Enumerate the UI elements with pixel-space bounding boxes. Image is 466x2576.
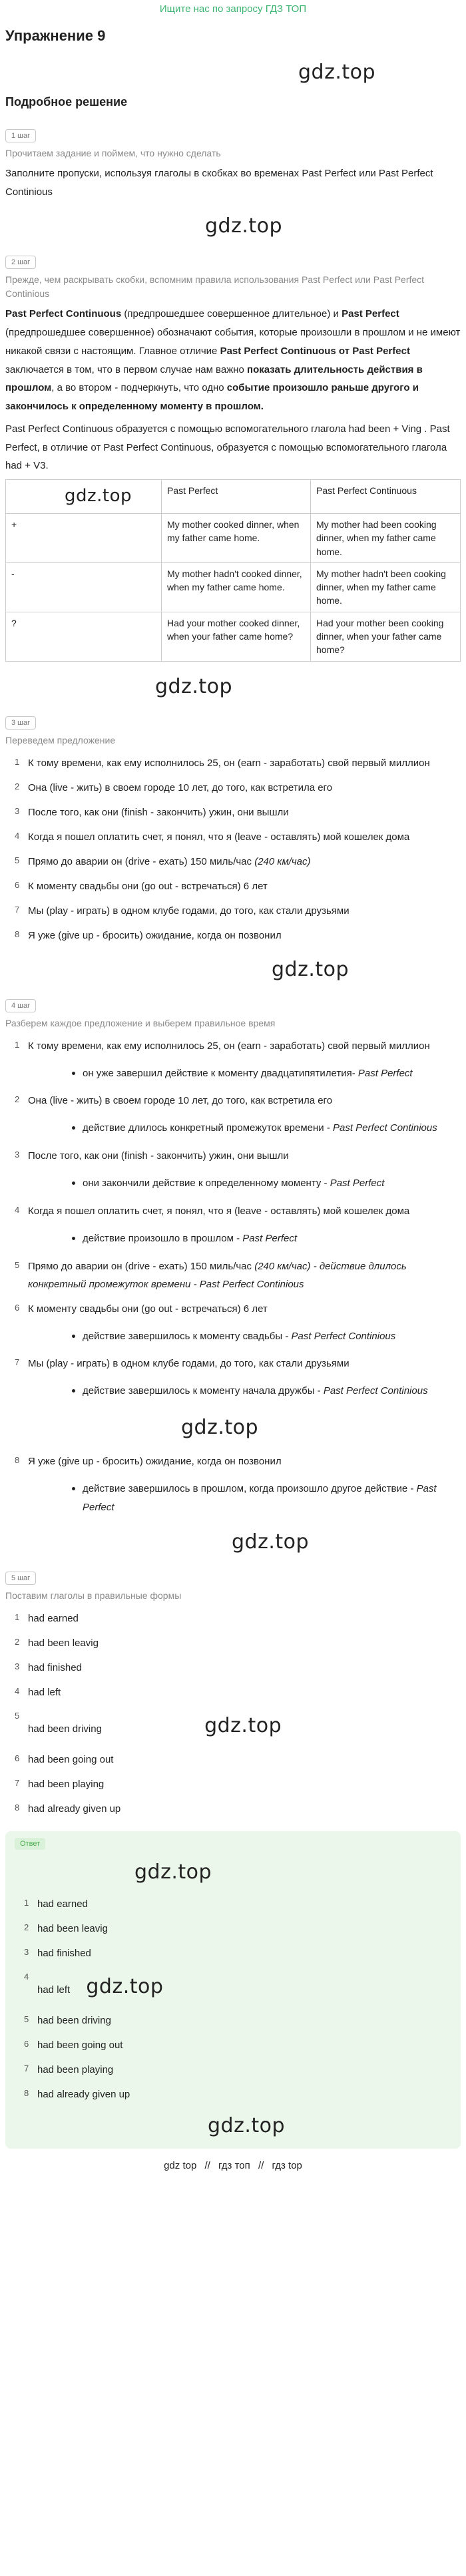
list-item: 7 Мы (play - играть) в одном клубе годами, до того, как стали друзьями xyxy=(15,904,350,917)
watermark: gdz.top xyxy=(298,61,376,85)
table-row xyxy=(6,513,461,562)
translation-list xyxy=(5,754,461,945)
tense-label: Past Perfect Continious xyxy=(320,1385,428,1397)
step-2 xyxy=(5,246,461,661)
list-item-text: Она (live - жить) в своем городе 10 лет, до того, как встретила его xyxy=(28,781,333,793)
list-item-text: После того, как они (finish - закончить) ужин, они вышли xyxy=(28,1150,289,1162)
tense-label: Past Perfect xyxy=(83,1483,437,1513)
rule-paragraph: Past Perfect Continuous образуется с помощью вспомогательного глагола had been + Ving . Past Perfect, в отличие от Past Perfect Continuous, образуется с помощью вспомогательного глагола had + V3. xyxy=(5,423,450,472)
step-3 xyxy=(5,707,461,945)
list-item-text: К тому времени, как ему исполнилось 25, он (earn - заработать) свой первый миллион xyxy=(28,757,430,769)
sub-item-text: действие завершилось в прошлом, когда произошло другое действие - xyxy=(83,1483,414,1495)
watermark: gdz.top xyxy=(232,1530,310,1554)
list-item: 6 К моменту свадьбы они (go out - встречаться) 6 лет xyxy=(15,879,268,892)
sub-item xyxy=(52,1327,461,1346)
table-cell: Past Perfect Continuous xyxy=(311,480,461,514)
list-item-text: Когда я пошел оплатить счет, я понял, что я (leave - оставлять) мой кошелек дома xyxy=(28,1205,410,1217)
step-badge: 1 шаг xyxy=(5,129,36,142)
watermark: gdz.top xyxy=(134,1860,212,1884)
page-title: Упражнение 9 xyxy=(5,27,106,44)
list-item: 8 Я уже (give up - бросить) ожидание, когда он позвонил действие завершилось в прошлом, когда произошло другое действие - Past Perfect xyxy=(5,1452,461,1517)
watermark: gdz.top xyxy=(205,214,283,238)
list-item: 4 Когда я пошел оплатить счет, я понял, что я (leave - оставлять) мой кошелек дома xyxy=(15,830,410,843)
list-item-text: had been driving xyxy=(37,2014,111,2026)
list-item-text: had finished xyxy=(37,1947,91,1959)
verb-forms-list xyxy=(5,1610,461,1818)
table-row xyxy=(6,480,461,514)
sub-item xyxy=(52,1480,461,1517)
list-item: 7 had been playing xyxy=(24,2063,114,2075)
list-item-italic: (240 км/час) xyxy=(252,855,311,867)
list-item: 4 had left xyxy=(15,1685,61,1698)
tense-label: Past Perfect xyxy=(240,1232,297,1244)
table-cell: My mother cooked dinner, when my father came home. xyxy=(162,513,311,562)
list-item-text: had been playing xyxy=(28,1778,105,1790)
list-item: 4 had left gdz.top xyxy=(15,1969,451,2005)
rule-term: событие произошло раньше другого и закончилось к определенному моменту в прошлом. xyxy=(5,382,419,413)
tense-label: Past Perfect Continious xyxy=(288,1330,396,1342)
rule-paragraph xyxy=(5,305,461,416)
rule-term: показать длительность действия в прошлом xyxy=(5,363,423,394)
step-5 xyxy=(5,1562,461,1818)
step-badge: 4 шаг xyxy=(5,999,36,1012)
list-item: 2 Она (live - жить) в своем городе 10 лет, до того, как встретила его действие длилось конкретный промежуток времени - Past Perfect Continious xyxy=(5,1092,461,1138)
watermark: gdz.top xyxy=(204,1713,282,1737)
list-item-text: had already given up xyxy=(37,2088,130,2100)
watermark: gdz.top xyxy=(272,957,350,981)
list-item: 2 had been leavig xyxy=(24,1922,108,1934)
sub-item-text: действие завершилось к моменту свадьбы - xyxy=(83,1330,289,1342)
list-item-text: had finished xyxy=(28,1661,82,1673)
sub-item-text: действие длилось конкретный промежуток времени - xyxy=(83,1122,330,1134)
step-4 xyxy=(5,990,461,1517)
list-item-text: К моменту свадьбы они (go out - встречаться) 6 лет xyxy=(28,880,268,892)
watermark: gdz.top xyxy=(65,486,132,507)
watermark: gdz.top xyxy=(208,2113,286,2137)
list-item-text: had left xyxy=(28,1686,61,1698)
list-item: 6 had been going out xyxy=(24,2038,123,2051)
rule-text: , а во втором - подчеркнуть, что одно xyxy=(51,382,227,394)
grammar-table xyxy=(5,479,461,661)
list-item: 8 had already given up xyxy=(24,2087,130,2100)
table-cell: My mother hadn't been cooking dinner, when my father came home. xyxy=(311,562,461,612)
table-cell: Past Perfect xyxy=(162,480,311,514)
list-item: 5 had been driving xyxy=(24,2014,111,2026)
list-item: 3 После того, как они (finish - закончить) ужин, они вышли они закончили действие к определенному моменту - Past Perfect xyxy=(5,1147,461,1193)
table-cell: My mother hadn't cooked dinner, when my father came home. xyxy=(162,562,311,612)
rule-text: (предпрошедшее совершенное) обозначают события, которые произошли в прошлом и не имеют никакой связи с настоящим. Главное отличие xyxy=(5,327,461,357)
step-description: Поставим глаголы в правильные формы xyxy=(5,1590,182,1601)
list-item-italic: (240 км/час) - действие длилось конкретный промежуток времени - Past Perfect Continious xyxy=(28,1260,407,1290)
list-item: 5 had been driving gdz.top xyxy=(5,1708,461,1744)
list-item-text: had left xyxy=(37,1984,71,1996)
footer-link[interactable]: gdz top xyxy=(164,2159,197,2171)
list-item-text: had been driving xyxy=(28,1723,102,1735)
list-item-text: had been going out xyxy=(28,1753,114,1765)
sub-item xyxy=(52,1229,461,1248)
footer xyxy=(5,2153,461,2177)
tense-label: Past Perfect xyxy=(355,1067,413,1079)
section-subtitle: Подробное решение xyxy=(5,95,128,109)
list-item: 3 had finished xyxy=(15,1661,82,1673)
table-row xyxy=(6,612,461,661)
list-item: 5 Прямо до аварии он (drive - ехать) 150 миль/час (240 км/час) xyxy=(15,855,311,867)
list-item-text: К моменту свадьбы они (go out - встречаться) 6 лет xyxy=(28,1303,268,1315)
rule-term: Past Perfect Continuous xyxy=(5,308,122,320)
list-item-text: Мы (play - играть) в одном клубе годами, до того, как стали друзьями xyxy=(28,905,350,917)
table-cell: My mother had been cooking dinner, when my father came home. xyxy=(311,513,461,562)
footer-separator: // xyxy=(204,2159,210,2171)
list-item-text: Прямо до аварии он (drive - ехать) 150 миль/час xyxy=(28,855,252,867)
list-item: 6 had been going out xyxy=(15,1753,114,1765)
step-description: Прежде, чем раскрывать скобки, вспомним правила использования Past Perfect или Past Perfect Continious xyxy=(5,274,425,300)
table-cell: Had your mother been cooking dinner, when your father came home? xyxy=(311,612,461,661)
list-item-text: had already given up xyxy=(28,1803,121,1815)
list-item-text: Мы (play - играть) в одном клубе годами, до того, как стали друзьями xyxy=(28,1358,350,1370)
sub-item xyxy=(52,1119,461,1138)
watermark: gdz.top xyxy=(155,674,233,698)
table-cell xyxy=(6,480,162,514)
list-item: 8 had already given up xyxy=(15,1802,121,1815)
footer-link[interactable]: гдз топ xyxy=(218,2159,250,2171)
top-banner[interactable]: Ищите нас по запросу ГДЗ ТОП xyxy=(159,3,307,15)
list-item-text: Я уже (give up - бросить) ожидание, когда он позвонил xyxy=(28,1456,282,1468)
list-item-text: had been leavig xyxy=(37,1922,108,1934)
answer-list xyxy=(15,1895,451,2103)
rule-text: (предпрошедшее совершенное длительное) и xyxy=(121,308,342,320)
list-item: 5 Прямо до аварии он (drive - ехать) 150 миль/час (240 км/час) - действие длилось конкретный промежуток времени - Past Perfect Continious xyxy=(15,1259,407,1290)
list-item: 7 Мы (play - играть) в одном клубе годами, до того, как стали друзьями действие завершилось к моменту начала дружбы - Past Perfect Continious gdz.top xyxy=(5,1355,461,1446)
step-description: Разберем каждое предложение и выберем правильное время xyxy=(5,1017,276,1028)
rule-text: заключается в том, что в первом случае нам важно xyxy=(5,363,248,375)
rule-term: Past Perfect xyxy=(342,308,399,320)
list-item: 1 had earned xyxy=(15,1611,79,1624)
list-item: 4 Когда я пошел оплатить счет, я понял, что я (leave - оставлять) мой кошелек дома действие произошло в прошлом - Past Perfect xyxy=(5,1202,461,1248)
step-description: Переведем предложение xyxy=(5,734,116,746)
list-item-text: had been leavig xyxy=(28,1637,99,1649)
sub-item-text: они закончили действие к определенному моменту - xyxy=(83,1178,328,1189)
table-cell: Had your mother cooked dinner, when your father came home? xyxy=(162,612,311,661)
list-item: 3 После того, как они (finish - закончить) ужин, они вышли xyxy=(15,805,289,818)
step-description: Прочитаем задание и поймем, что нужно сделать xyxy=(5,147,221,158)
table-cell: - xyxy=(6,562,162,612)
step-badge: 2 шаг xyxy=(5,256,36,269)
rule-term: Past Perfect Continuous от Past Perfect xyxy=(220,345,410,357)
step-badge: 5 шаг xyxy=(5,1572,36,1585)
tense-label: Past Perfect Continious xyxy=(330,1122,437,1134)
list-item-text: Она (live - жить) в своем городе 10 лет, до того, как встретила его xyxy=(28,1095,333,1107)
list-item: 6 К моменту свадьбы они (go out - встречаться) 6 лет действие завершилось к моменту свадьбы - Past Perfect Continious xyxy=(5,1300,461,1346)
sub-item xyxy=(52,1064,461,1083)
list-item: 2 Она (live - жить) в своем городе 10 лет, до того, как встретила его xyxy=(15,781,333,793)
list-item: 7 had been playing xyxy=(15,1777,105,1790)
list-item: 2 had been leavig xyxy=(15,1636,99,1649)
step-badge: 3 шаг xyxy=(5,716,36,730)
list-item-text: had earned xyxy=(28,1612,79,1624)
table-row xyxy=(6,562,461,612)
step-1 xyxy=(5,120,461,202)
tense-label: Past Perfect xyxy=(327,1178,385,1189)
sub-item xyxy=(52,1174,461,1193)
answer-box xyxy=(5,1831,461,2149)
list-item-text: had earned xyxy=(37,1898,88,1910)
sub-item xyxy=(52,1382,461,1400)
list-item-text: После того, как они (finish - закончить) ужин, они вышли xyxy=(28,806,289,818)
list-item: 8 Я уже (give up - бросить) ожидание, когда он позвонил xyxy=(15,929,282,941)
sub-item-text: действие произошло в прошлом - xyxy=(83,1232,240,1244)
list-item-text: Я уже (give up - бросить) ожидание, когда он позвонил xyxy=(28,929,282,941)
sub-item-text: он уже завершил действие к моменту двадцатипятилетия- xyxy=(83,1067,355,1079)
answer-badge: Ответ xyxy=(15,1838,45,1850)
step-text: Заполните пропуски, используя глаголы в скобках во временах Past Perfect или Past Perfect Continious xyxy=(5,167,433,198)
analysis-list xyxy=(5,1037,461,1517)
list-item: 1 had earned xyxy=(24,1897,88,1910)
list-item-text: Когда я пошел оплатить счет, я понял, что я (leave - оставлять) мой кошелек дома xyxy=(28,831,410,843)
watermark: gdz.top xyxy=(181,1416,259,1440)
footer-link[interactable]: гдз top xyxy=(272,2159,302,2171)
list-item: 3 had finished xyxy=(24,1946,91,1959)
table-cell: ? xyxy=(6,612,162,661)
watermark: gdz.top xyxy=(86,1974,164,1998)
list-item-text: Прямо до аварии он (drive - ехать) 150 миль/час xyxy=(28,1260,252,1272)
sub-item-text: действие завершилось к моменту начала дружбы - xyxy=(83,1385,321,1397)
footer-separator: // xyxy=(258,2159,264,2171)
list-item: 1 К тому времени, как ему исполнилось 25, он (earn - заработать) свой первый миллион он уже завершил действие к моменту двадцатипятилетия- Past Perfect xyxy=(5,1037,461,1083)
list-item-text: had been playing xyxy=(37,2063,114,2075)
list-item: 1 К тому времени, как ему исполнилось 25, он (earn - заработать) свой первый миллион xyxy=(15,756,430,769)
list-item-text: К тому времени, как ему исполнилось 25, он (earn - заработать) свой первый миллион xyxy=(28,1040,430,1052)
list-item-text: had been going out xyxy=(37,2039,123,2051)
table-cell: + xyxy=(6,513,162,562)
